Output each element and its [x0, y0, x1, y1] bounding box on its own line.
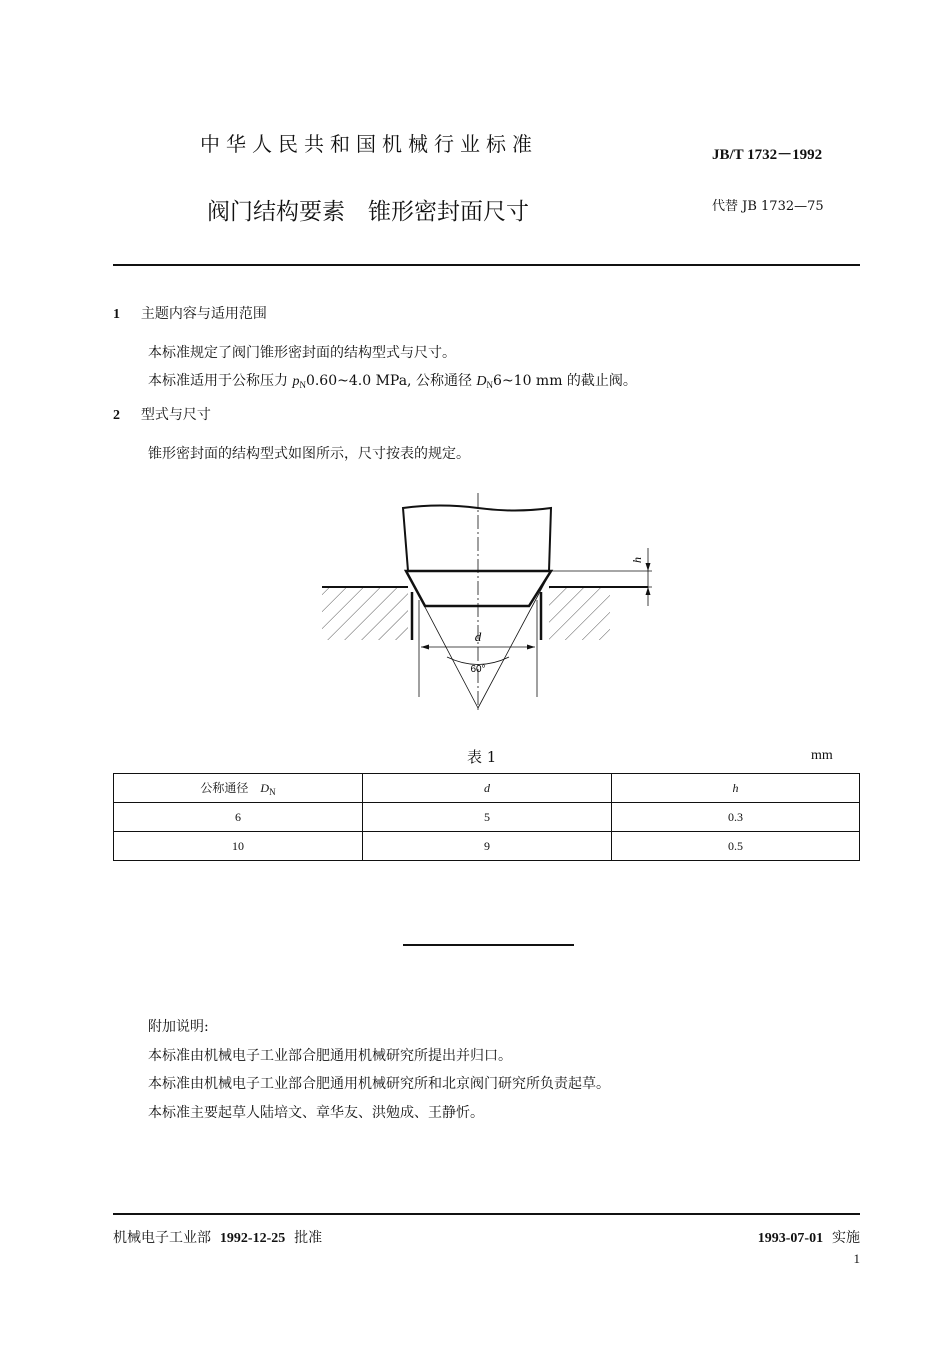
- standard-code: JB/T 1732－1992: [712, 147, 823, 163]
- section-1-number: 1: [113, 307, 120, 322]
- approve-date: 1992-12-25: [219, 1231, 286, 1246]
- cell-d: 9: [363, 832, 612, 861]
- left-hatch-area: [322, 587, 408, 640]
- notes-title: 附加说明:: [148, 1019, 209, 1035]
- cell-d: 5: [363, 803, 612, 832]
- dim-h-label: h: [630, 557, 644, 563]
- notes-line: 本标准由机械电子工业部合肥通用机械研究所和北京阀门研究所负责起草。: [148, 1076, 610, 1092]
- approval-line: [113, 1227, 322, 1247]
- header-rule: [113, 264, 860, 266]
- table-row: [114, 832, 860, 861]
- cell-dn: 6: [114, 803, 363, 832]
- section-1-para-2: 本标准适用于公称压力 $p_N0.60\sim 4.0$ MPa, 公称通径 $D_N6\sim 10$ mm 的截止阀。: [148, 373, 637, 390]
- approver: 机械电子工业部: [113, 1230, 211, 1246]
- page-number: 1: [853, 1251, 860, 1266]
- notes-line: 本标准由机械电子工业部合肥通用机械研究所提出并归口。: [148, 1048, 512, 1064]
- section-2-heading: [113, 404, 211, 424]
- end-rule: [403, 944, 574, 946]
- cell-h: 0.5: [612, 832, 860, 861]
- approve-word: 批准: [294, 1230, 323, 1246]
- section-2-para-1: 锥形密封面的结构型式如图所示，尺寸按表的规定。: [148, 446, 470, 462]
- impl-word: 实施: [832, 1230, 860, 1246]
- footer-rule: [113, 1213, 860, 1215]
- seal-face-diagram: [310, 490, 670, 715]
- cell-dn: 10: [114, 832, 363, 861]
- document-title: 阀门结构要素 锥形密封面尺寸: [207, 199, 529, 225]
- cell-h: 0.3: [612, 803, 860, 832]
- dimension-table: [113, 773, 860, 861]
- table-header-row: [114, 774, 860, 803]
- table-row: [114, 803, 860, 832]
- standard-org: 中华人民共和国机械行业标准: [200, 132, 538, 156]
- header-dn: 公称通径 $D_N$: [114, 774, 363, 803]
- section-1-para-1: 本标准规定了阀门锥形密封面的结构型式与尺寸。: [148, 345, 456, 361]
- angle-label: 60°: [470, 664, 486, 675]
- table-caption: 表 1: [467, 748, 497, 766]
- header-h: h: [612, 774, 860, 803]
- section-1-heading: [113, 303, 267, 323]
- replaces-note: 代替 JB 1732—75: [712, 199, 824, 214]
- notes-line: 本标准主要起草人陆培文、章华友、洪勉成、王静忻。: [148, 1105, 484, 1121]
- right-hatch-area: [549, 587, 610, 640]
- seal-cone: [406, 571, 551, 606]
- valve-disc: [403, 506, 551, 572]
- impl-date: 1993-07-01: [757, 1231, 824, 1246]
- table-unit: mm: [811, 748, 833, 763]
- dim-d-label: d: [474, 629, 482, 644]
- header-d: d: [363, 774, 612, 803]
- section-1-title: 主题内容与适用范围: [140, 306, 267, 322]
- section-2-number: 2: [113, 408, 120, 423]
- implementation-line: [758, 1227, 860, 1247]
- section-2-title: 型式与尺寸: [140, 407, 211, 423]
